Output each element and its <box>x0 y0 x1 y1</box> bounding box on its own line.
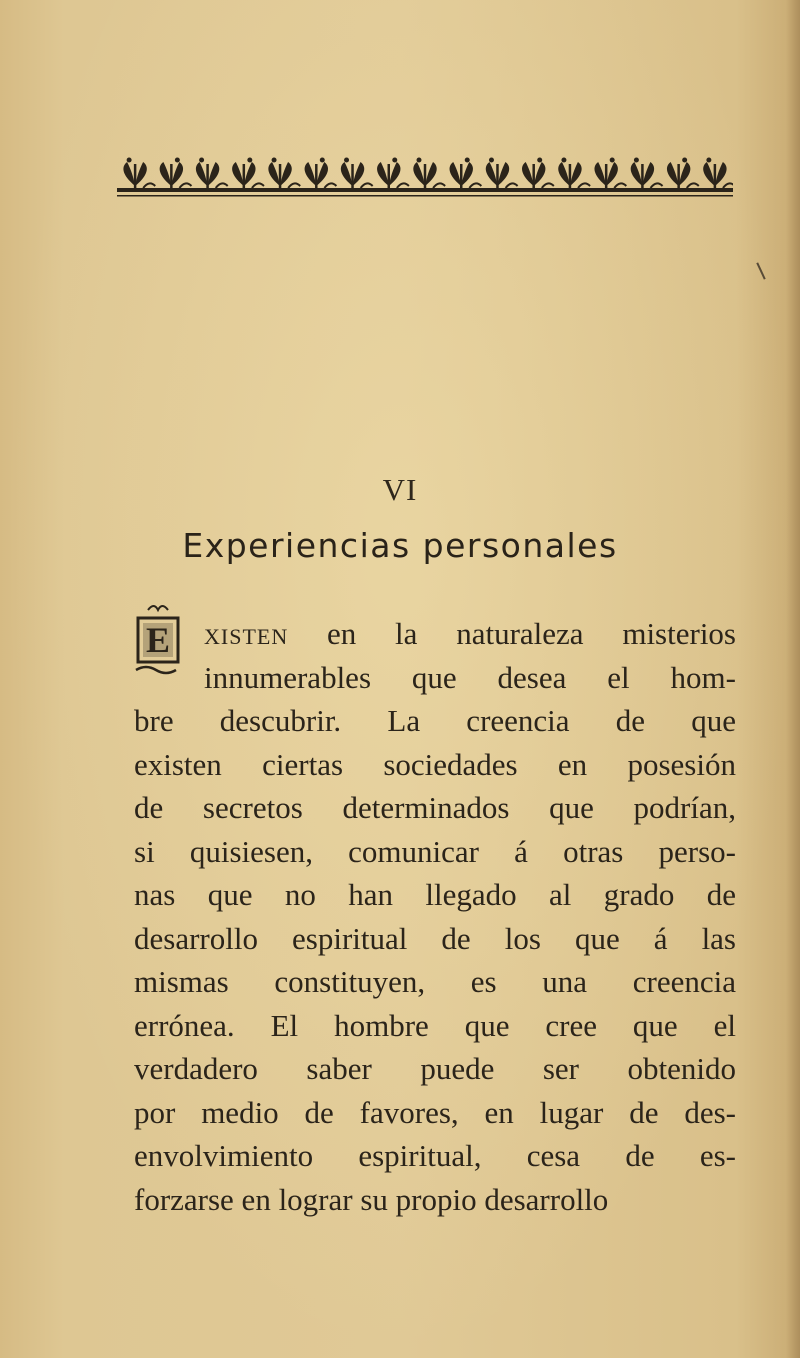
ornament-leaf-motif <box>450 158 482 189</box>
ornament-leaf-motif <box>631 158 663 189</box>
ornament-band-graphic <box>117 150 733 198</box>
ornament-leaf-motif <box>305 158 337 189</box>
paragraph-line-3: bre descubrir. La creencia de que <box>134 703 736 738</box>
ornament-thin-rule <box>117 195 733 197</box>
first-word-rest: xisten <box>204 616 289 651</box>
ornament-leaf-motif <box>196 158 228 189</box>
line-1-text: en la naturaleza misterios <box>288 616 736 651</box>
ornament-leaf-motif <box>594 158 626 189</box>
body-paragraph <box>134 612 736 1221</box>
decorative-header-ornament <box>117 150 733 198</box>
paragraph-line-7: nas que no han llegado al grado de <box>134 877 736 912</box>
ornament-leaf-motif <box>232 158 264 189</box>
paragraph-line-9: mismas constituyen, es una creencia <box>134 964 736 999</box>
ornament-leaf-motif <box>667 158 699 189</box>
ornament-leaf-motif <box>703 158 733 189</box>
ornament-leaf-motif <box>558 158 590 189</box>
paragraph-line-4: existen ciertas sociedades en posesión <box>134 746 736 782</box>
paragraph-line-5: de secretos determinados que podrían, <box>134 790 736 825</box>
ornament-leaf-motif <box>413 158 445 189</box>
ornament-leaf-motif <box>268 158 300 189</box>
page-edge-shadow <box>786 0 800 1358</box>
paragraph-line-8: desarrollo espiritual de los que á las <box>134 920 736 956</box>
chapter-title: Experiencias personales <box>182 526 618 565</box>
chapter-number: VI <box>382 472 418 507</box>
paragraph-line-1 <box>134 612 736 656</box>
paragraph-line-14: forzarse en lograr su propio desarrollo <box>134 1181 609 1217</box>
paragraph-line-11: verdadero saber puede ser obtenido <box>134 1051 736 1086</box>
paragraph-line-12: por medio de favores, en lugar de des- <box>134 1094 736 1130</box>
paragraph-line-2: innumerables que desea el hom- <box>204 659 736 695</box>
ornament-leaf-motif <box>486 158 518 189</box>
paragraph-line-13: envolvimiento espiritual, cesa de es- <box>134 1138 736 1173</box>
paragraph-line-6: si quisiesen, comunicar á otras perso- <box>134 833 736 869</box>
ornament-leaf-motif <box>341 158 373 189</box>
ornament-leaf-motif <box>123 158 155 189</box>
paragraph-line-10: errónea. El hombre que cree que el <box>134 1007 736 1043</box>
ornament-leaf-motif <box>160 158 192 189</box>
ornament-base-rule <box>117 188 733 192</box>
ornament-leaf-motif <box>522 158 554 189</box>
ornament-leaf-motif <box>377 158 409 189</box>
stray-ink-mark <box>756 262 765 279</box>
initial-letter: E <box>145 620 171 660</box>
